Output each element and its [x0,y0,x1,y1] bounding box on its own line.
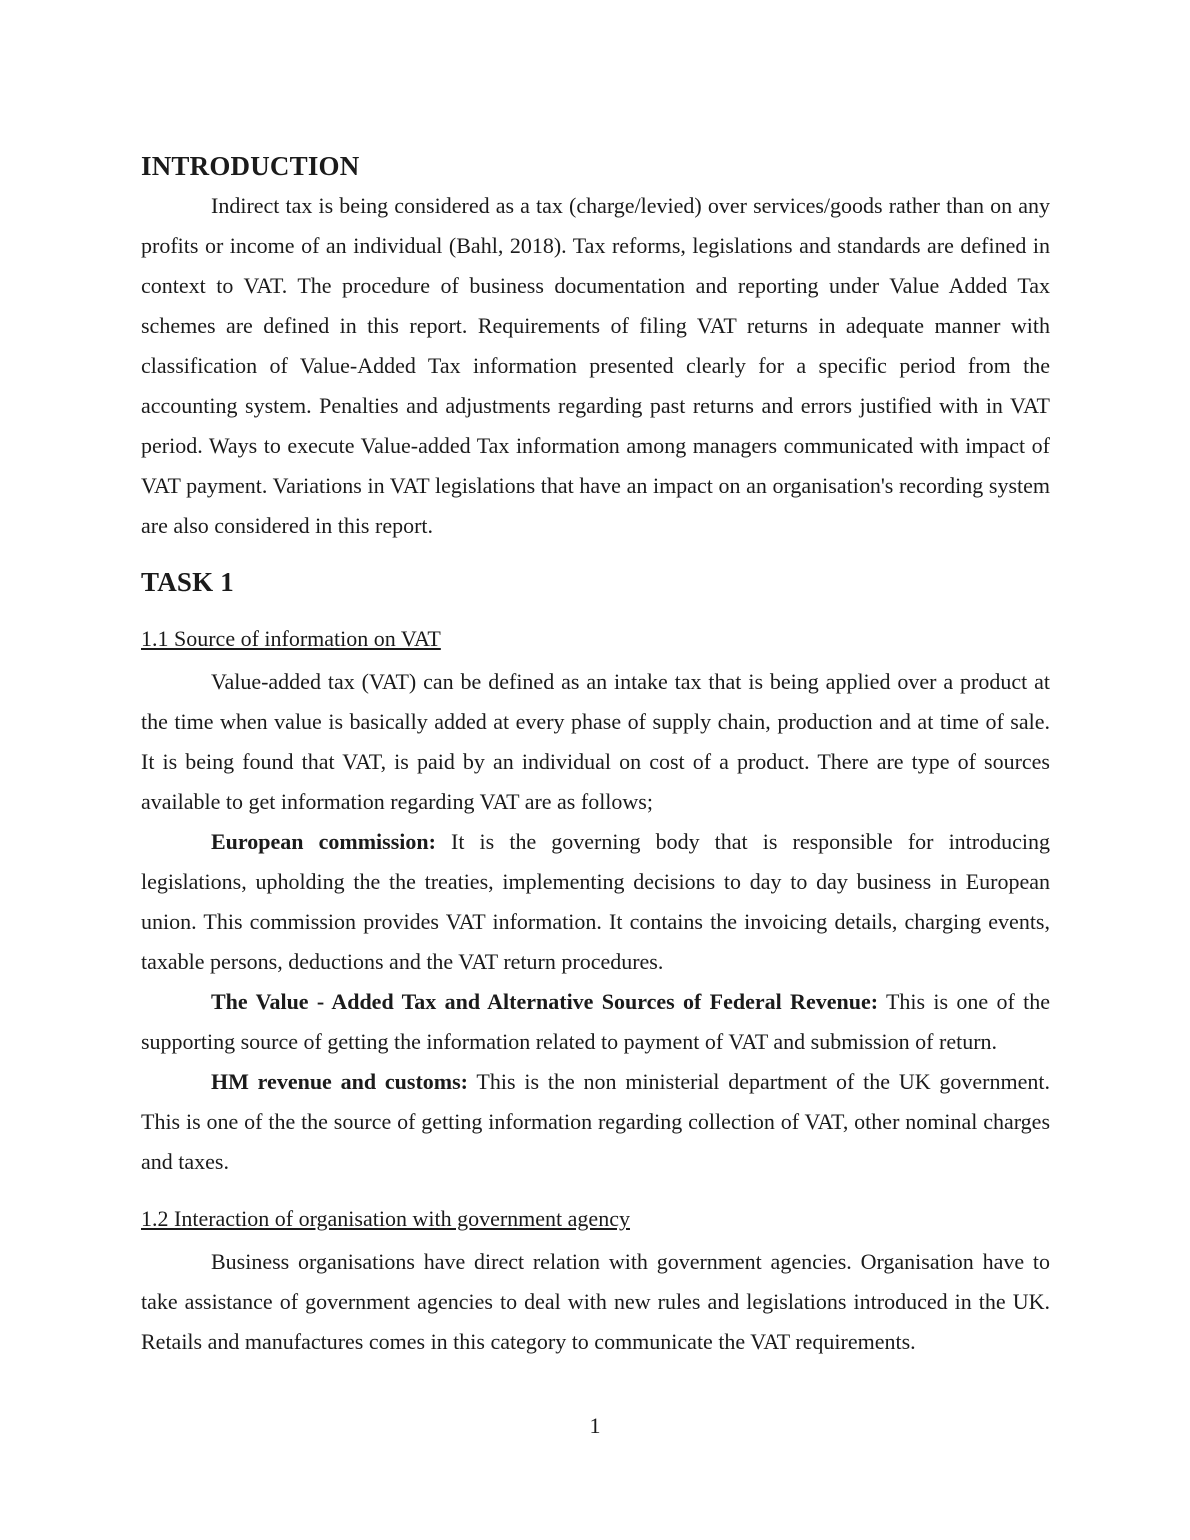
section-1-1-heading: 1.1 Source of information on VAT [141,626,441,651]
source-lead-hm-revenue-customs: HM revenue and customs: [211,1069,469,1094]
intro-paragraph: Indirect tax is being considered as a tax (charge/levied) over services/goods rather than on any profits or income of an individual (Bahl, 2018). Tax reforms, legislations and standards are defined in context to VAT. The procedure of business documentation and reporting under Value Added Tax schemes are defined in this report. Requirements of filing VAT returns in adequate manner with classification of Value-Added Tax information presented clearly for a specific period from the accounting system. Penalties and adjustments regarding past returns and errors justified with in VAT period. Ways to execute Value-added Tax information among managers communicated with impact of VAT payment. Variations in VAT legislations that have an impact on an organisation's recording system are also considered in this report. [141,193,1050,538]
intro-heading: INTRODUCTION [141,151,360,181]
source-lead-european-commission: European commission: [211,829,436,854]
source-lead-vat-federal-revenue: The Value - Added Tax and Alternative Sources of Federal Revenue: [211,989,879,1014]
source-text-vat-federal-revenue: This is one of the supporting source of getting the information related to payment of VAT and submission of return. [141,989,1050,1054]
source-text-european-commission: It is the governing body that is responsible for introducing legislations, upholding the the treaties, implementing decisions to day to day business in European union. This commission provides VAT information. It contains the invoicing details, charging events, taxable persons, deductions and the VAT return procedures. [141,829,1050,974]
page-number: 1 [589,1413,601,1438]
source-paragraph-european-commission [141,822,1050,982]
section-1-1-paragraph: Value-added tax (VAT) can be defined as an intake tax that is being applied over a product at the time when value is basically added at every phase of supply chain, production and at time of sale. It is being found that VAT, is paid by an individual on cost of a product. There are type of sources available to get information regarding VAT are as follows; [141,669,1050,814]
section-1-2-paragraph: Business organisations have direct relation with government agencies. Organisation have to take assistance of government agencies to deal with new rules and legislations introduced in the UK. Retails and manufactures comes in this category to communicate the VAT requirements. [141,1249,1050,1354]
task1-heading: TASK 1 [141,567,234,597]
section-1-2-heading: 1.2 Interaction of organisation with government agency [141,1206,630,1231]
source-paragraph-hm-revenue-customs [141,1062,1050,1182]
source-text-hm-revenue-customs: This is the non ministerial department of the UK government. This is one of the the source of getting information regarding collection of VAT, other nominal charges and taxes. [141,1069,1050,1174]
source-paragraph-vat-federal-revenue [141,982,1050,1062]
document-body [141,146,1050,1362]
